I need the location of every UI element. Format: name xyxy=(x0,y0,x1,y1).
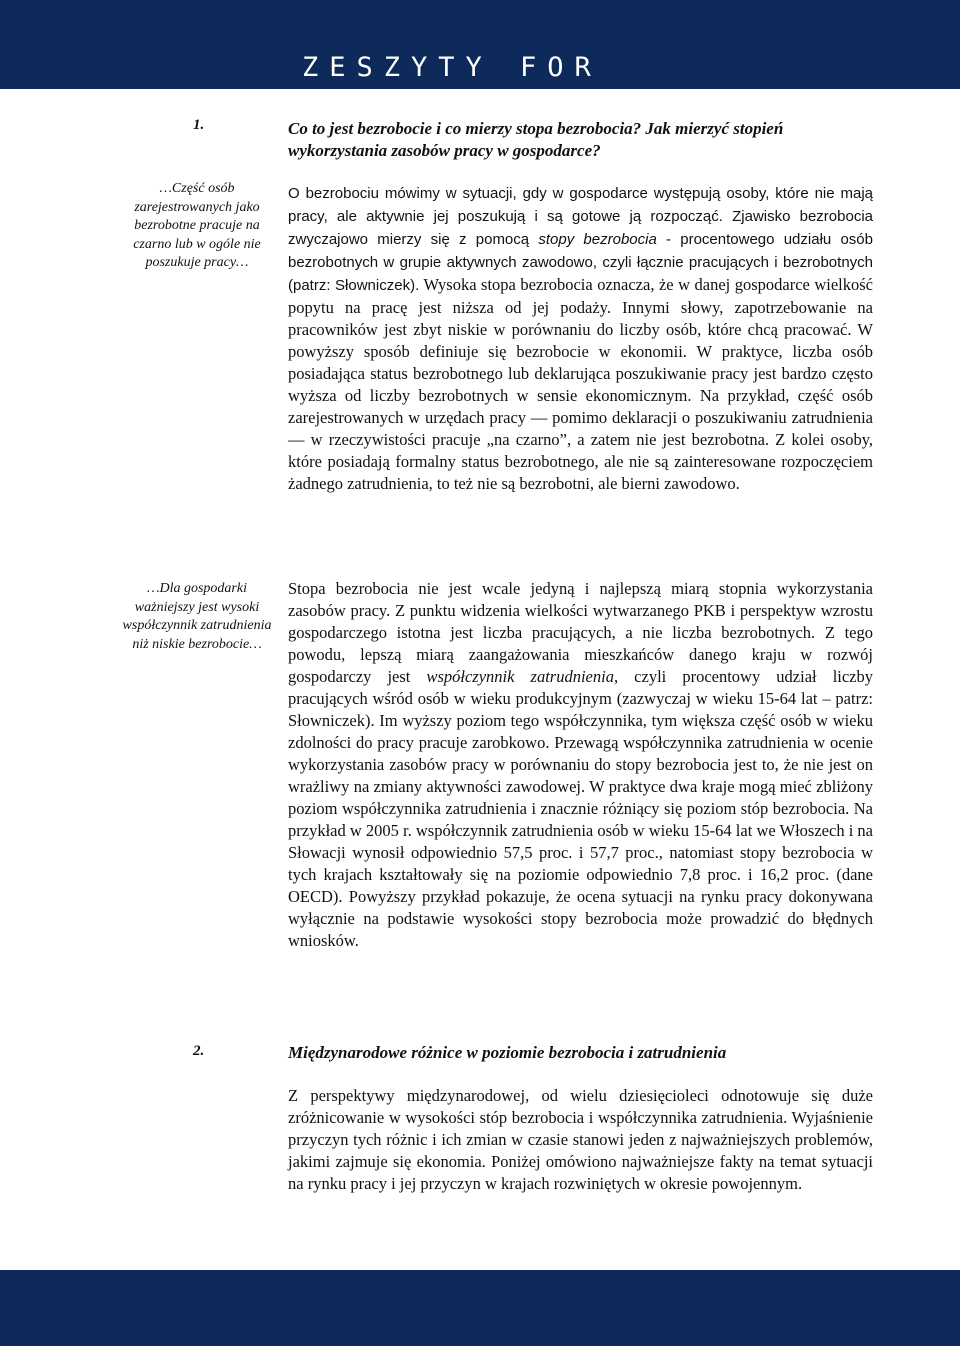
paragraph-text: Stopa bezrobocia nie jest wcale jedyną i najlepszą miarą stopnia wykorzystania zasobów pracy. Z punktu widzenia wielkości wytwarzanego PKB i perspektyw wzrostu gospodarczego istotna jest liczba pracujących, a nie liczba bezrobotnych. Z tego powodu, lepszą miarą zaangażowania mieszkańców danego kraju w rozwój gospodarczy jest xyxy=(288,579,873,686)
margin-note: …Dla gospodarki ważniejszy jest wysoki współczynnik zatrudnienia niż niskie bezrobocie… xyxy=(122,581,272,652)
term-emphasis: współczynnik zatrudnienia xyxy=(426,667,614,686)
paragraph-text: Z perspektywy międzynarodowej, od wielu dziesięcioleci odnotowuje się duże zróżnicowanie w wysokości stóp bezrobocia i współczynnika zatrudnienia. Wyjaśnienie przyczyn tych różnic i ich zmian w czasie stanowi jeden z najważniejszych problemów, jakimi zajmuje się ekonomia. Poniżej omówiono najważniejsze fakty na temat sytuacji na rynku pracy i jej przyczyn w krajach rozwiniętych w okresie powojennym. xyxy=(288,1086,873,1193)
paragraph-text: Wysoka stopa bezrobocia oznacza, że w danej gospodarce wielkość popytu na pracę jest niższa od jej podaży. Innymi słowy, zapotrzebowanie na pracowników jest zbyt niskie w porównaniu do liczby osób, które chcą pracować. W powyższy sposób definiuje się bezrobocie w ekonomii. W praktyce, liczba osób posiadająca status bezrobotnego lub deklarująca poszukiwanie pracy jest bardzo często wyższa od liczby bezrobotnych w sensie ekonomicznym. Na przykład, część osób zarejestrowanych w urzędach pracy — pomimo deklaracji o poszukiwaniu zatrudnienia — w rzeczywistości pracuje „na czarno”, a zatem nie jest bezrobotna. Z kolei osoby, które posiadają formalny status bezrobotnego, ale nie są zainteresowane rozpoczęciem żadnego zatrudnienia, to też nie są bezrobotni, ale bierni zawodowo. xyxy=(288,275,873,493)
term-emphasis: stopy bezrobocia xyxy=(538,231,657,248)
section-heading: Co to jest bezrobocie i co mierzy stopa bezrobocia? Jak mierzyć stopień wykorzystania zasobów pracy w gospodarce? xyxy=(288,119,784,160)
section-number: 2. xyxy=(193,1043,205,1059)
paragraph-text: - procentowego udziału osób bezrobotnych w grupie aktywnych zawodowo, czyli łącznie pracujących i bezrobotnych (patrz: Słowniczek). xyxy=(288,231,873,294)
paragraph xyxy=(288,578,873,952)
series-title: ZESZYTY FOR xyxy=(302,52,602,83)
margin-note: …Część osób zarejestrowanych jako bezrobotne pracuje na czarno lub w ogóle nie poszukuje pracy… xyxy=(133,181,261,270)
paragraph-text: O bezrobociu mówimy w sytuacji, gdy w gospodarce występują osoby, które nie mają pracy, ale aktywnie jej poszukują i są gotowe ją rozpocząć. Zjawisko bezrobocia zwyczajowo mierzy się z pomocą xyxy=(288,185,873,248)
paragraph-text: , czyli procentowy udział liczby pracujących wśród osób w wieku produkcyjnym (zazwyczaj w wieku 15-64 lat – patrz: Słowniczek). Im wyższy poziom tego współczynnika, tym większa część osób w wieku zdolności do pracy pracuje zarobkowo. Przewagą współczynnika zatrudnienia w ocenie wykorzystania zasobów pracy w porównaniu do stopy bezrobocia jest to, że nie jest on wrażliwy na zmiany aktywności zawodowej. W praktyce dwa kraje mogą mieć zbliżony poziom współczynnika zatrudnienia i znacznie różniący się poziom stóp bezrobocia. Na przykład w 2005 r. współczynnik zatrudnienia osób w wieku 15-64 lat we Włoszech i na Słowacji wynosił odpowiednio 57,5 proc. i 57,7 proc., natomiast stopy bezrobocia w tych krajach kształtowały się na poziomie odpowiednio 7,8 proc. i 16,2 proc. (dane OECD). Powyższy przykład pokazuje, że ocena sytuacji na rynku pracy dokonywana wyłącznie na podstawie wysokości stopy bezrobocia może prowadzić do błędnych wniosków. xyxy=(288,667,874,950)
section-number: 1. xyxy=(193,117,205,133)
paragraph xyxy=(288,182,873,495)
section-heading: Międzynarodowe różnice w poziomie bezrobocia i zatrudnienia xyxy=(288,1043,727,1062)
footer-band xyxy=(0,1270,960,1346)
header-band xyxy=(0,0,960,89)
paragraph xyxy=(288,1085,873,1195)
